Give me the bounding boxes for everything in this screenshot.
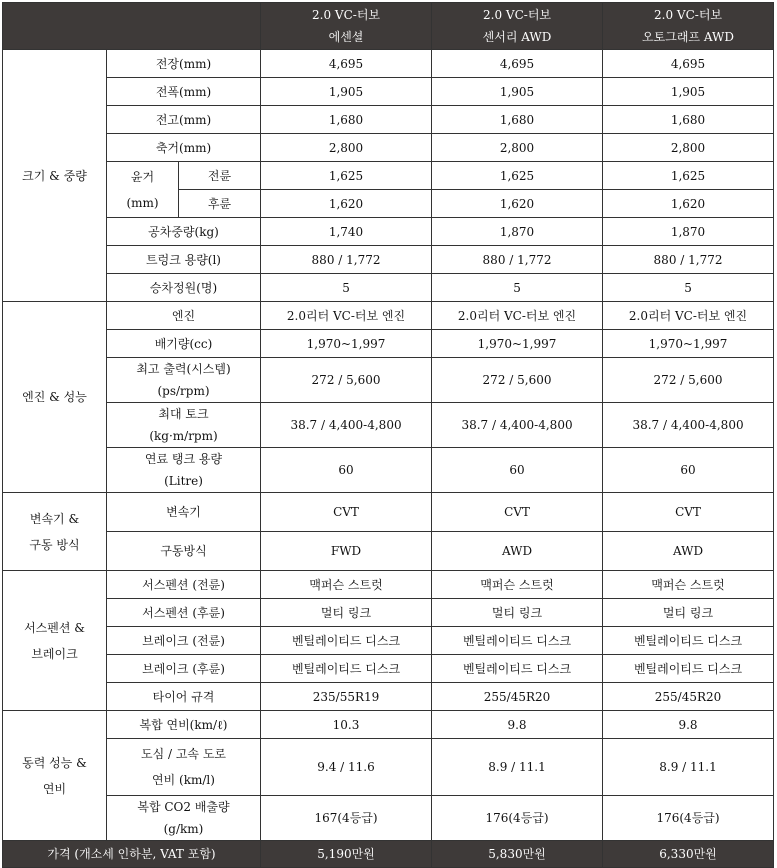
spec-table	[2, 2, 774, 868]
cell-value: 1,680	[603, 106, 774, 134]
row-label: 복합 CO2 배출량 (g/km)	[107, 796, 261, 841]
cell-value: 벤틸레이티드 디스크	[261, 627, 432, 655]
cell-value: 1,680	[261, 106, 432, 134]
model-header-sensory	[432, 3, 603, 50]
cell-value: 272 / 5,600	[603, 358, 774, 403]
price-label: 가격 (개소세 인하분, VAT 포함)	[3, 841, 261, 868]
table-row	[3, 358, 774, 403]
cell-value: 1,680	[432, 106, 603, 134]
table-row	[3, 448, 774, 493]
table-row	[3, 330, 774, 358]
track-label: 윤거 (mm)	[107, 162, 179, 218]
cell-value: 2,800	[603, 134, 774, 162]
table-row	[3, 627, 774, 655]
row-label: 서스펜션 (후륜)	[107, 599, 261, 627]
row-label: 브레이크 (후륜)	[107, 655, 261, 683]
cell-value: 1,625	[432, 162, 603, 190]
cell-value: 멀티 링크	[432, 599, 603, 627]
cell-value: CVT	[603, 493, 774, 532]
row-label: 승차정원(명)	[107, 274, 261, 302]
table-row	[3, 711, 774, 739]
cell-value: 1,620	[432, 190, 603, 218]
cell-value: 1,905	[432, 78, 603, 106]
row-label: 전고(mm)	[107, 106, 261, 134]
cell-value: 235/55R19	[261, 683, 432, 711]
row-label: 구동방식	[107, 532, 261, 571]
cell-value: AWD	[432, 532, 603, 571]
row-label: 전폭(mm)	[107, 78, 261, 106]
cell-value: 255/45R20	[432, 683, 603, 711]
model-line2: 에센셜	[328, 30, 364, 44]
cell-value: 255/45R20	[603, 683, 774, 711]
row-label: 공차중량(kg)	[107, 218, 261, 246]
price-value: 5,190만원	[261, 841, 432, 868]
cell-value: 맥퍼슨 스트럿	[432, 571, 603, 599]
section-title-engine: 엔진 & 성능	[3, 302, 107, 493]
table-row	[3, 739, 774, 796]
cell-value: 10.3	[261, 711, 432, 739]
cell-value: 맥퍼슨 스트럿	[261, 571, 432, 599]
cell-value: 880 / 1,772	[603, 246, 774, 274]
model-header-autograph	[603, 3, 774, 50]
cell-value: 맥퍼슨 스트럿	[603, 571, 774, 599]
cell-value: 5	[603, 274, 774, 302]
table-row	[3, 493, 774, 532]
cell-value: 38.7 / 4,400-4,800	[432, 403, 603, 448]
row-label: 연료 탱크 용량 (Litre)	[107, 448, 261, 493]
track-rear-label: 후륜	[179, 190, 261, 218]
row-label: 서스펜션 (전륜)	[107, 571, 261, 599]
row-label: 배기량(cc)	[107, 330, 261, 358]
row-label: 복합 연비(km/ℓ)	[107, 711, 261, 739]
cell-value: 9.4 / 11.6	[261, 739, 432, 796]
cell-value: 880 / 1,772	[432, 246, 603, 274]
cell-value: 1,905	[261, 78, 432, 106]
table-row	[3, 532, 774, 571]
price-row	[3, 841, 774, 868]
table-row	[3, 50, 774, 78]
cell-value: 5	[432, 274, 603, 302]
model-line2: 센서리 AWD	[482, 30, 552, 44]
header-corner-cell	[3, 3, 261, 50]
cell-value: 벤틸레이티드 디스크	[603, 627, 774, 655]
cell-value: 4,695	[261, 50, 432, 78]
cell-value: AWD	[603, 532, 774, 571]
row-label: 최대 토크 (kg·m/rpm)	[107, 403, 261, 448]
cell-value: 1,905	[603, 78, 774, 106]
cell-value: 60	[261, 448, 432, 493]
cell-value: 880 / 1,772	[261, 246, 432, 274]
model-line1: 2.0 VC-터보	[483, 8, 552, 22]
cell-value: 1,740	[261, 218, 432, 246]
table-row	[3, 571, 774, 599]
row-label: 도심 / 고속 도로 연비 (km/l)	[107, 739, 261, 796]
table-row	[3, 246, 774, 274]
row-label: 축거(mm)	[107, 134, 261, 162]
table-row	[3, 683, 774, 711]
price-value: 5,830만원	[432, 841, 603, 868]
row-label: 전장(mm)	[107, 50, 261, 78]
table-row	[3, 403, 774, 448]
row-label: 타이어 규격	[107, 683, 261, 711]
model-line2: 오토그래프 AWD	[642, 30, 734, 44]
cell-value: 벤틸레이티드 디스크	[432, 627, 603, 655]
cell-value: 1,870	[603, 218, 774, 246]
cell-value: 2.0리터 VC-터보 엔진	[603, 302, 774, 330]
section-title-efficiency: 동력 성능 & 연비	[3, 711, 107, 841]
cell-value: 60	[432, 448, 603, 493]
cell-value: 벤틸레이티드 디스크	[603, 655, 774, 683]
cell-value: CVT	[261, 493, 432, 532]
cell-value: 176(4등급)	[432, 796, 603, 841]
cell-value: 멀티 링크	[603, 599, 774, 627]
cell-value: 1,620	[261, 190, 432, 218]
cell-value: 167(4등급)	[261, 796, 432, 841]
cell-value: 2,800	[432, 134, 603, 162]
cell-value: 1,620	[603, 190, 774, 218]
table-row	[3, 78, 774, 106]
cell-value: 272 / 5,600	[432, 358, 603, 403]
cell-value: 272 / 5,600	[261, 358, 432, 403]
model-line1: 2.0 VC-터보	[654, 8, 723, 22]
table-row	[3, 274, 774, 302]
cell-value: 60	[603, 448, 774, 493]
cell-value: 176(4등급)	[603, 796, 774, 841]
header-row	[3, 3, 774, 50]
cell-value: 2.0리터 VC-터보 엔진	[261, 302, 432, 330]
cell-value: 8.9 / 11.1	[432, 739, 603, 796]
cell-value: FWD	[261, 532, 432, 571]
model-line1: 2.0 VC-터보	[312, 8, 381, 22]
table-row	[3, 302, 774, 330]
cell-value: 1,970~1,997	[603, 330, 774, 358]
cell-value: 4,695	[603, 50, 774, 78]
cell-value: 5	[261, 274, 432, 302]
table-row	[3, 106, 774, 134]
cell-value: 9.8	[432, 711, 603, 739]
cell-value: 8.9 / 11.1	[603, 739, 774, 796]
cell-value: 벤틸레이티드 디스크	[432, 655, 603, 683]
section-title-drivetrain: 변속기 & 구동 방식	[3, 493, 107, 571]
cell-value: 2,800	[261, 134, 432, 162]
cell-value: 38.7 / 4,400-4,800	[261, 403, 432, 448]
table-row	[3, 796, 774, 841]
table-row	[3, 162, 774, 190]
cell-value: 4,695	[432, 50, 603, 78]
table-row	[3, 655, 774, 683]
table-row	[3, 599, 774, 627]
row-label: 트렁크 용량(l)	[107, 246, 261, 274]
track-front-label: 전륜	[179, 162, 261, 190]
cell-value: 멀티 링크	[261, 599, 432, 627]
cell-value: 1,970~1,997	[432, 330, 603, 358]
table-row	[3, 134, 774, 162]
cell-value: CVT	[432, 493, 603, 532]
row-label: 브레이크 (전륜)	[107, 627, 261, 655]
section-title-suspension: 서스펜션 & 브레이크	[3, 571, 107, 711]
cell-value: 1,625	[261, 162, 432, 190]
section-title-size: 크기 & 중량	[3, 50, 107, 302]
price-value: 6,330만원	[603, 841, 774, 868]
cell-value: 1,625	[603, 162, 774, 190]
row-label: 변속기	[107, 493, 261, 532]
cell-value: 2.0리터 VC-터보 엔진	[432, 302, 603, 330]
row-label: 최고 출력(시스템) (ps/rpm)	[107, 358, 261, 403]
model-header-essential	[261, 3, 432, 50]
table-row	[3, 218, 774, 246]
cell-value: 1,970~1,997	[261, 330, 432, 358]
cell-value: 1,870	[432, 218, 603, 246]
row-label: 엔진	[107, 302, 261, 330]
cell-value: 9.8	[603, 711, 774, 739]
cell-value: 38.7 / 4,400-4,800	[603, 403, 774, 448]
cell-value: 벤틸레이티드 디스크	[261, 655, 432, 683]
